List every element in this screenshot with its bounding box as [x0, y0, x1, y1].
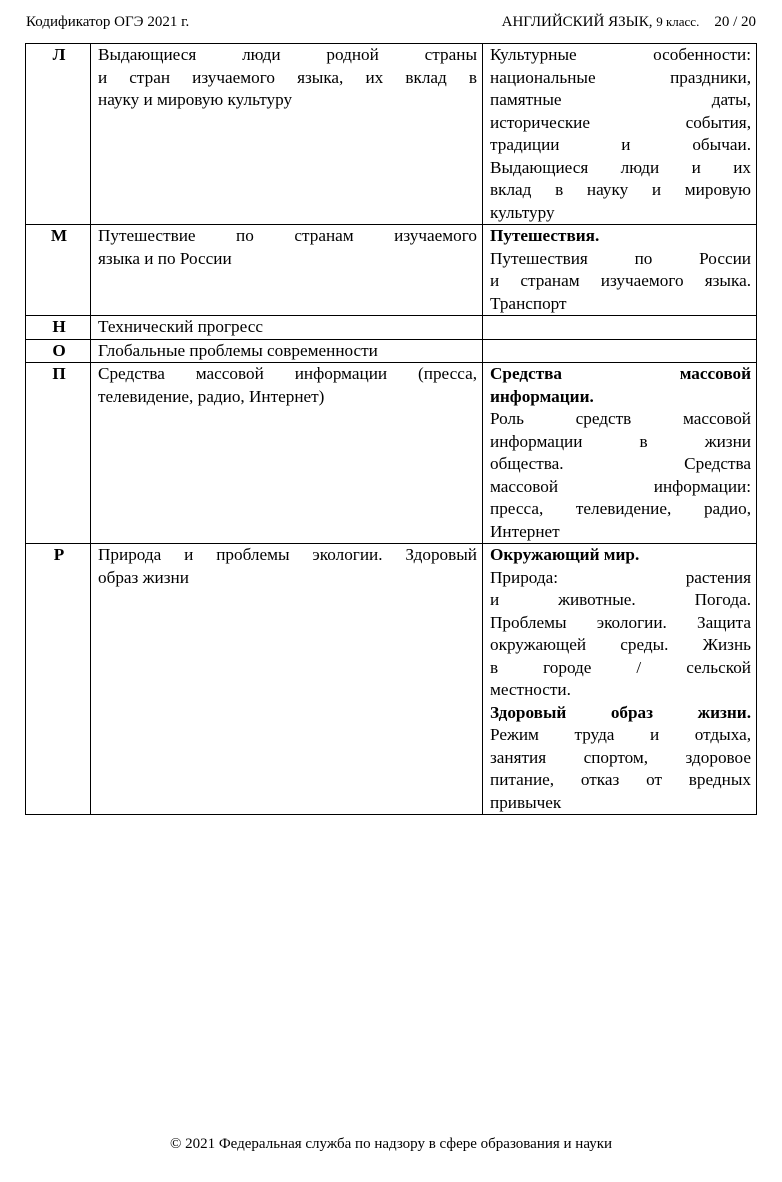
content-line: вклад в науку и мировую — [490, 180, 751, 199]
content-line: Проблемы экологии. Защита — [490, 612, 751, 632]
content-line: пресса, телевидение, радио, — [490, 499, 751, 518]
content-line: занятия спортом, здоровое — [490, 747, 751, 767]
row-topic — [91, 544, 483, 815]
content-line: окружающей среды. Жизнь — [490, 635, 751, 654]
row-content — [483, 339, 757, 363]
content-line: питание, отказ от вредных — [490, 770, 751, 789]
content-title: Здоровый образ жизни. — [490, 702, 751, 722]
row-topic — [91, 339, 483, 363]
topic-line: Путешествие по странам изучаемого — [98, 226, 477, 245]
content-line: Природа: растения — [490, 567, 751, 587]
topic-line: Природа и проблемы экологии. Здоровый — [98, 545, 477, 564]
table-row — [26, 363, 757, 544]
content-line: массовой информации: — [490, 476, 751, 496]
row-topic — [91, 316, 483, 340]
content-line: Выдающиеся люди и их — [490, 157, 751, 177]
content-line: Режим труда и отдыха, — [490, 725, 751, 744]
table-row — [26, 316, 757, 340]
content-line: традиции и обычаи. — [490, 135, 751, 154]
header-page-number: 20 / 20 — [714, 14, 756, 30]
content-line: привычек — [490, 792, 562, 812]
content-line: Роль средств массовой — [490, 409, 751, 428]
row-content — [483, 316, 757, 340]
row-code: Н — [26, 316, 91, 340]
content-line: национальные праздники, — [490, 67, 751, 87]
content-title: Средства массовой — [490, 364, 751, 383]
topic-line: и стран изучаемого языка, их вклад в — [98, 67, 477, 87]
row-code: М — [26, 225, 91, 316]
content-line: Интернет — [490, 521, 560, 541]
row-code: Р — [26, 544, 91, 815]
topic-line: Глобальные проблемы современности — [98, 340, 378, 360]
topic-line: образ жизни — [98, 567, 189, 587]
topic-line: Средства массовой информации (пресса, — [98, 364, 477, 383]
topic-line: Технический прогресс — [98, 317, 263, 336]
row-content — [483, 363, 757, 544]
content-line: Транспорт — [490, 293, 567, 313]
header-subject-name: АНГЛИЙСКИЙ ЯЗЫК, — [501, 14, 653, 30]
topic-line: науку и мировую культуру — [98, 90, 293, 109]
content-title: Путешествия. — [490, 226, 600, 245]
content-line: исторические события, — [490, 112, 751, 132]
header-subject — [502, 14, 756, 31]
table-row — [26, 339, 757, 363]
page-footer: © 2021 Федеральная служба по надзору в сфере образования и науки — [169, 1136, 613, 1152]
row-content — [483, 225, 757, 316]
row-code: Л — [26, 44, 91, 225]
table-row — [26, 225, 757, 316]
topics-table — [25, 43, 757, 815]
row-content — [483, 44, 757, 225]
content-line: Путешествия по России — [490, 248, 751, 268]
content-title: информации. — [490, 386, 594, 406]
row-topic — [91, 363, 483, 544]
header-grade: 9 класс. — [656, 14, 700, 29]
row-code: П — [26, 363, 91, 544]
content-line: и животные. Погода. — [490, 590, 751, 609]
row-topic — [91, 225, 483, 316]
content-line: Культурные особенности: — [490, 45, 751, 64]
content-line: местности. — [490, 680, 571, 699]
table-row — [26, 44, 757, 225]
topic-line: телевидение, радио, Интернет) — [98, 386, 325, 406]
row-topic — [91, 44, 483, 225]
content-line: в городе / сельской — [490, 657, 751, 677]
row-code: О — [26, 339, 91, 363]
content-title: Окружающий мир. — [490, 545, 640, 564]
header-codifier: Кодификатор ОГЭ 2021 г. — [26, 14, 190, 30]
content-line: общества. Средства — [490, 454, 751, 473]
content-line: культуру — [490, 202, 555, 222]
content-line: памятные даты, — [490, 90, 751, 109]
page-header — [26, 14, 756, 36]
topic-line: Выдающиеся люди родной страны — [98, 45, 477, 64]
table-row — [26, 544, 757, 815]
topic-line: языка и по России — [98, 248, 232, 268]
content-line: и странам изучаемого языка. — [490, 271, 751, 290]
row-content — [483, 544, 757, 815]
content-line: информации в жизни — [490, 431, 751, 451]
